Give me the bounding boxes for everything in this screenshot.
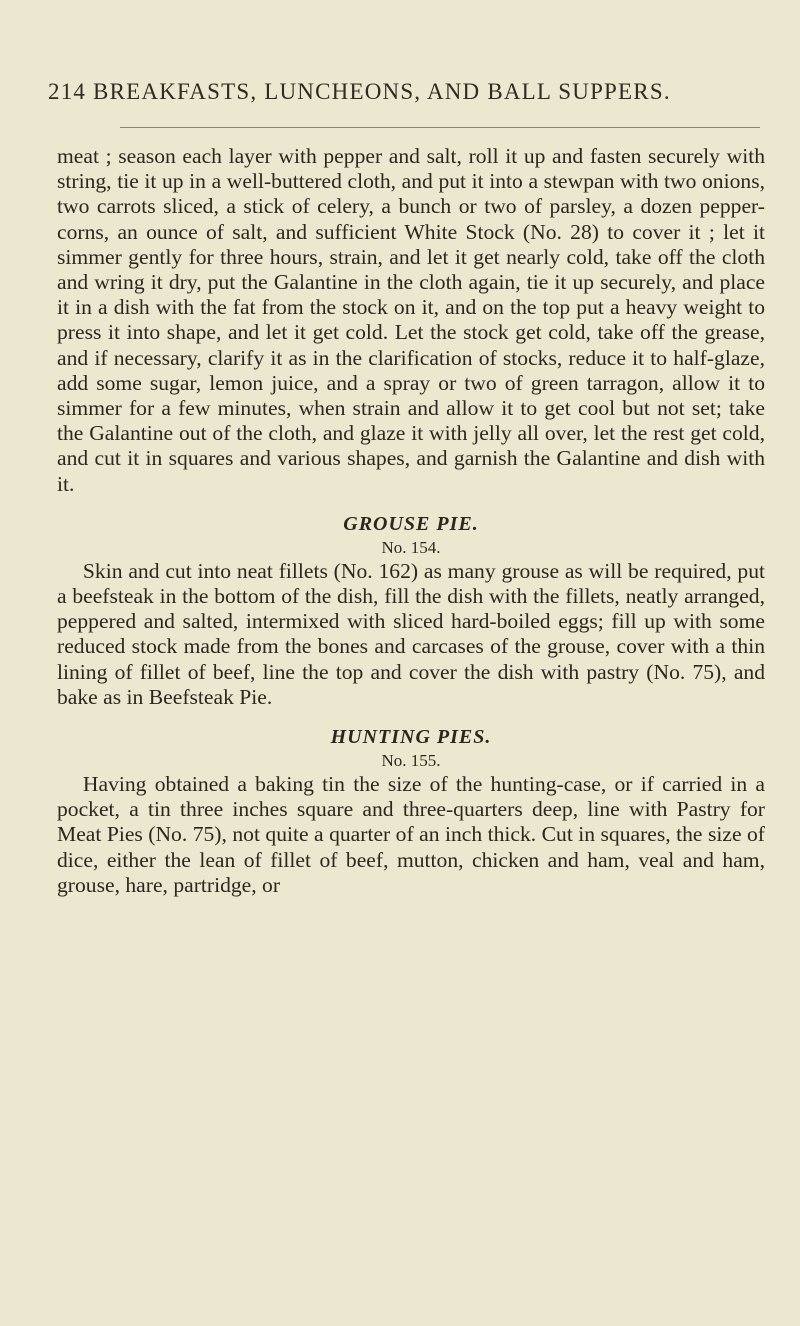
- hunting-pies-text: Having obtained a baking tin the size of the hunting-case, or if carried in a pocket, a tin three inches square and three-quarters deep, line with Pastry for Meat Pies (No. 75), not quite a quarter of an inch thick. Cut in squares, the size of dice, either the lean of fillet of beef, mutton, chicken and ham, veal and ham, grouse, hare, partridge, or: [57, 772, 765, 897]
- page-body: [57, 144, 765, 898]
- header-rule: [120, 127, 760, 128]
- section-title-hunting-pies: HUNTING PIES.: [330, 726, 492, 749]
- section-title-grouse-pie: GROUSE PIE.: [343, 512, 479, 535]
- running-head: 214 BREAKFASTS, LUNCHEONS, AND BALL SUPPERS.: [48, 79, 671, 104]
- continued-paragraph: meat ; season each layer with pepper and salt, roll it up and fasten securely with string, tie it up in a well-buttered cloth, and put it into a stewpan with two onions, two carrots sliced, a stick of celery, a bunch or two of parsley, a dozen pepper-corns, an ounce of salt, and sufficient White Stock (No. 28) to cover it ; let it simmer gently for three hours, strain, and let it get nearly cold, take off the cloth and wring it dry, put the Galantine in the cloth again, tie it up securely, and place it in a dish with the fat from the stock on it, and on the top put a heavy weight to press it into shape, and let it get cold. Let the stock get cold, take off the grease, and if necessary, clarify it as in the clarification of stocks, reduce it to half-glaze, add some sugar, lemon juice, and a spray or two of green tarragon, allow it to simmer for a few minutes, when strain and allow it to get cool but not set; take the Galantine out of the cloth, and glaze it with jelly all over, let the rest get cold, and cut it in squares and various shapes, and garnish the Galantine and dish with it.: [57, 144, 765, 496]
- recipe-number-155: No. 155.: [381, 751, 441, 771]
- grouse-pie-text: Skin and cut into neat fillets (No. 162) as many grouse as will be required, put a beefsteak in the bottom of the dish, fill the dish with the fillets, neatly arranged, peppered and salted, intermixed with sliced hard-boiled eggs; fill up with some reduced stock made from the bones and carcases of the grouse, cover with a thin lining of fillet of beef, line the top and cover the dish with pastry (No. 75), and bake as in Beefsteak Pie.: [57, 558, 765, 709]
- recipe-number-154: No. 154.: [381, 537, 441, 557]
